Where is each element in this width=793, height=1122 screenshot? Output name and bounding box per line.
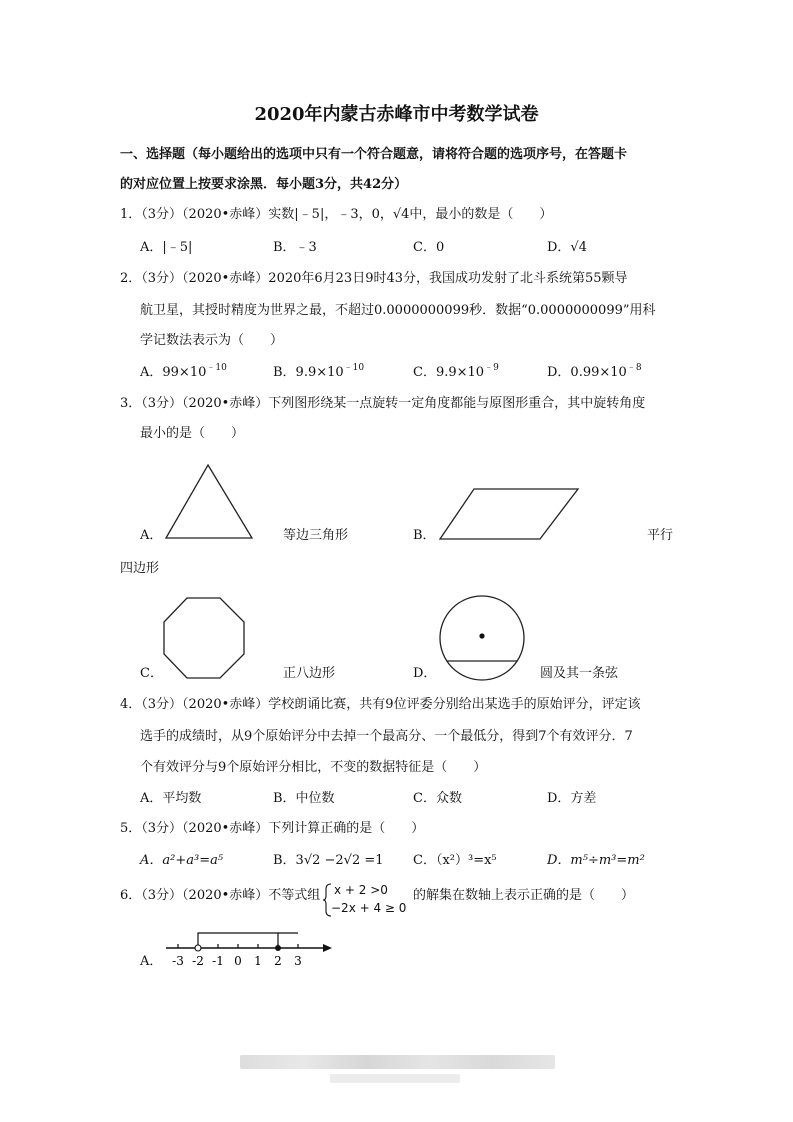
circle-with-chord-figure — [436, 592, 528, 684]
q4-option-b: B．中位数 — [273, 791, 335, 806]
q5-option-b: B．3√2 −2√2 =1 — [273, 853, 384, 868]
q4-line2: 选手的成绩时，从9个原始评分中去掉一个最高分、一个最低分，得到7个有效评分．7 — [140, 729, 633, 744]
q1-option-d: D．√4 — [547, 240, 587, 255]
parallelogram-figure — [436, 485, 584, 543]
q6-inequality-1: x + 2 >0 — [334, 883, 388, 897]
equilateral-triangle-figure — [160, 460, 260, 542]
q3-option-a-caption: 等边三角形 — [283, 528, 349, 543]
q4-line1: 4．（3分）（2020•赤峰）学校朗诵比赛，共有9位评委分别给出某选手的原始评分，评定该 — [120, 697, 641, 712]
section-heading-line2: 的对应位置上按要求涂黑．每小题3分，共42分） — [120, 177, 408, 192]
q2-line1: 2．（3分）（2020•赤峰）2020年6月23日9时43分，我国成功发射了北斗系统第55颗导 — [120, 271, 628, 286]
q3-option-b-letter: B． — [413, 528, 436, 543]
q4-option-c: C．众数 — [413, 791, 462, 806]
tick-label: 2 — [274, 954, 282, 968]
q3-option-a-letter: A． — [140, 528, 163, 543]
q1-option-a: A．|﹣5| — [140, 240, 193, 255]
tick-label: -1 — [212, 954, 224, 968]
number-line-figure — [162, 925, 342, 970]
q2-option-a: A．$99\times 10^{﹣10}$ — [140, 363, 227, 380]
q3-line2: 最小的是（ ） — [140, 426, 245, 441]
section-heading-line1: 一、选择题（每小题给出的选项中只有一个符合题意，请将符合题的选项序号，在答题卡 — [120, 147, 628, 162]
q5-stem: 5．（3分）（2020•赤峰）下列计算正确的是（ ） — [120, 821, 425, 836]
q3-option-b-caption: 平行 — [647, 528, 674, 543]
q3-option-d-letter: D． — [413, 666, 437, 681]
tick-label: -3 — [172, 954, 184, 968]
q3-option-b-caption-cont: 四边形 — [120, 561, 160, 576]
q1-option-c: C．0 — [413, 240, 445, 255]
blurred-footer-secondary — [330, 1074, 460, 1083]
q5-option-d: D．m⁵÷m³=m² — [547, 853, 645, 868]
q4-option-d: D．方差 — [547, 791, 597, 806]
q2-option-c: C．$9.9\times 10^{﹣9}$ — [413, 363, 499, 380]
q1-option-b: B．﹣3 — [273, 240, 317, 255]
q5-option-a: A．a²+a³=a⁵ — [140, 853, 224, 868]
q2-option-b: B．$9.9\times 10^{﹣10}$ — [273, 363, 365, 380]
tick-label: -2 — [192, 954, 204, 968]
q6-stem-post: 的解集在数轴上表示正确的是（ ） — [413, 888, 635, 903]
q3-option-c-caption: 正八边形 — [283, 666, 336, 681]
q1-stem: 1．（3分）（2020•赤峰）实数|﹣5|，﹣3，0，√4中，最小的数是（ ） — [120, 207, 553, 222]
blurred-footer — [240, 1055, 555, 1069]
q4-option-a: A．平均数 — [140, 791, 202, 806]
q4-line3: 个有效评分与9个原始评分相比，不变的数据特征是（ ） — [140, 760, 487, 775]
tick-label: 3 — [294, 954, 302, 968]
tick-label: 0 — [234, 954, 242, 968]
q3-option-c-letter: C． — [140, 666, 163, 681]
q6-stem-pre: 6．（3分）（2020•赤峰）不等式组 — [120, 888, 321, 903]
q2-line3: 学记数法表示为（ ） — [140, 333, 284, 348]
regular-octagon-figure — [160, 594, 250, 684]
q3-option-d-caption: 圆及其一条弦 — [540, 666, 619, 681]
tick-label: 1 — [254, 954, 262, 968]
q3-line1: 3．（3分）（2020•赤峰）下列图形绕某一点旋转一定角度都能与原图形重合，其中旋转角度 — [120, 396, 646, 411]
q2-line2: 航卫星，其授时精度为世界之最，不超过0.0000000099秒．数据“0.0000000099”用科 — [140, 303, 656, 318]
q5-option-c: C．（x²）³=x⁵ — [413, 853, 497, 868]
q6-inequality-2: −2x + 4 ≥ 0 — [331, 901, 407, 915]
page-title: 2020年内蒙古赤峰市中考数学试卷 — [254, 104, 539, 125]
q6-option-a-letter: A． — [140, 954, 163, 969]
q2-option-d: D．$0.99\times 10^{﹣8}$ — [547, 363, 642, 380]
